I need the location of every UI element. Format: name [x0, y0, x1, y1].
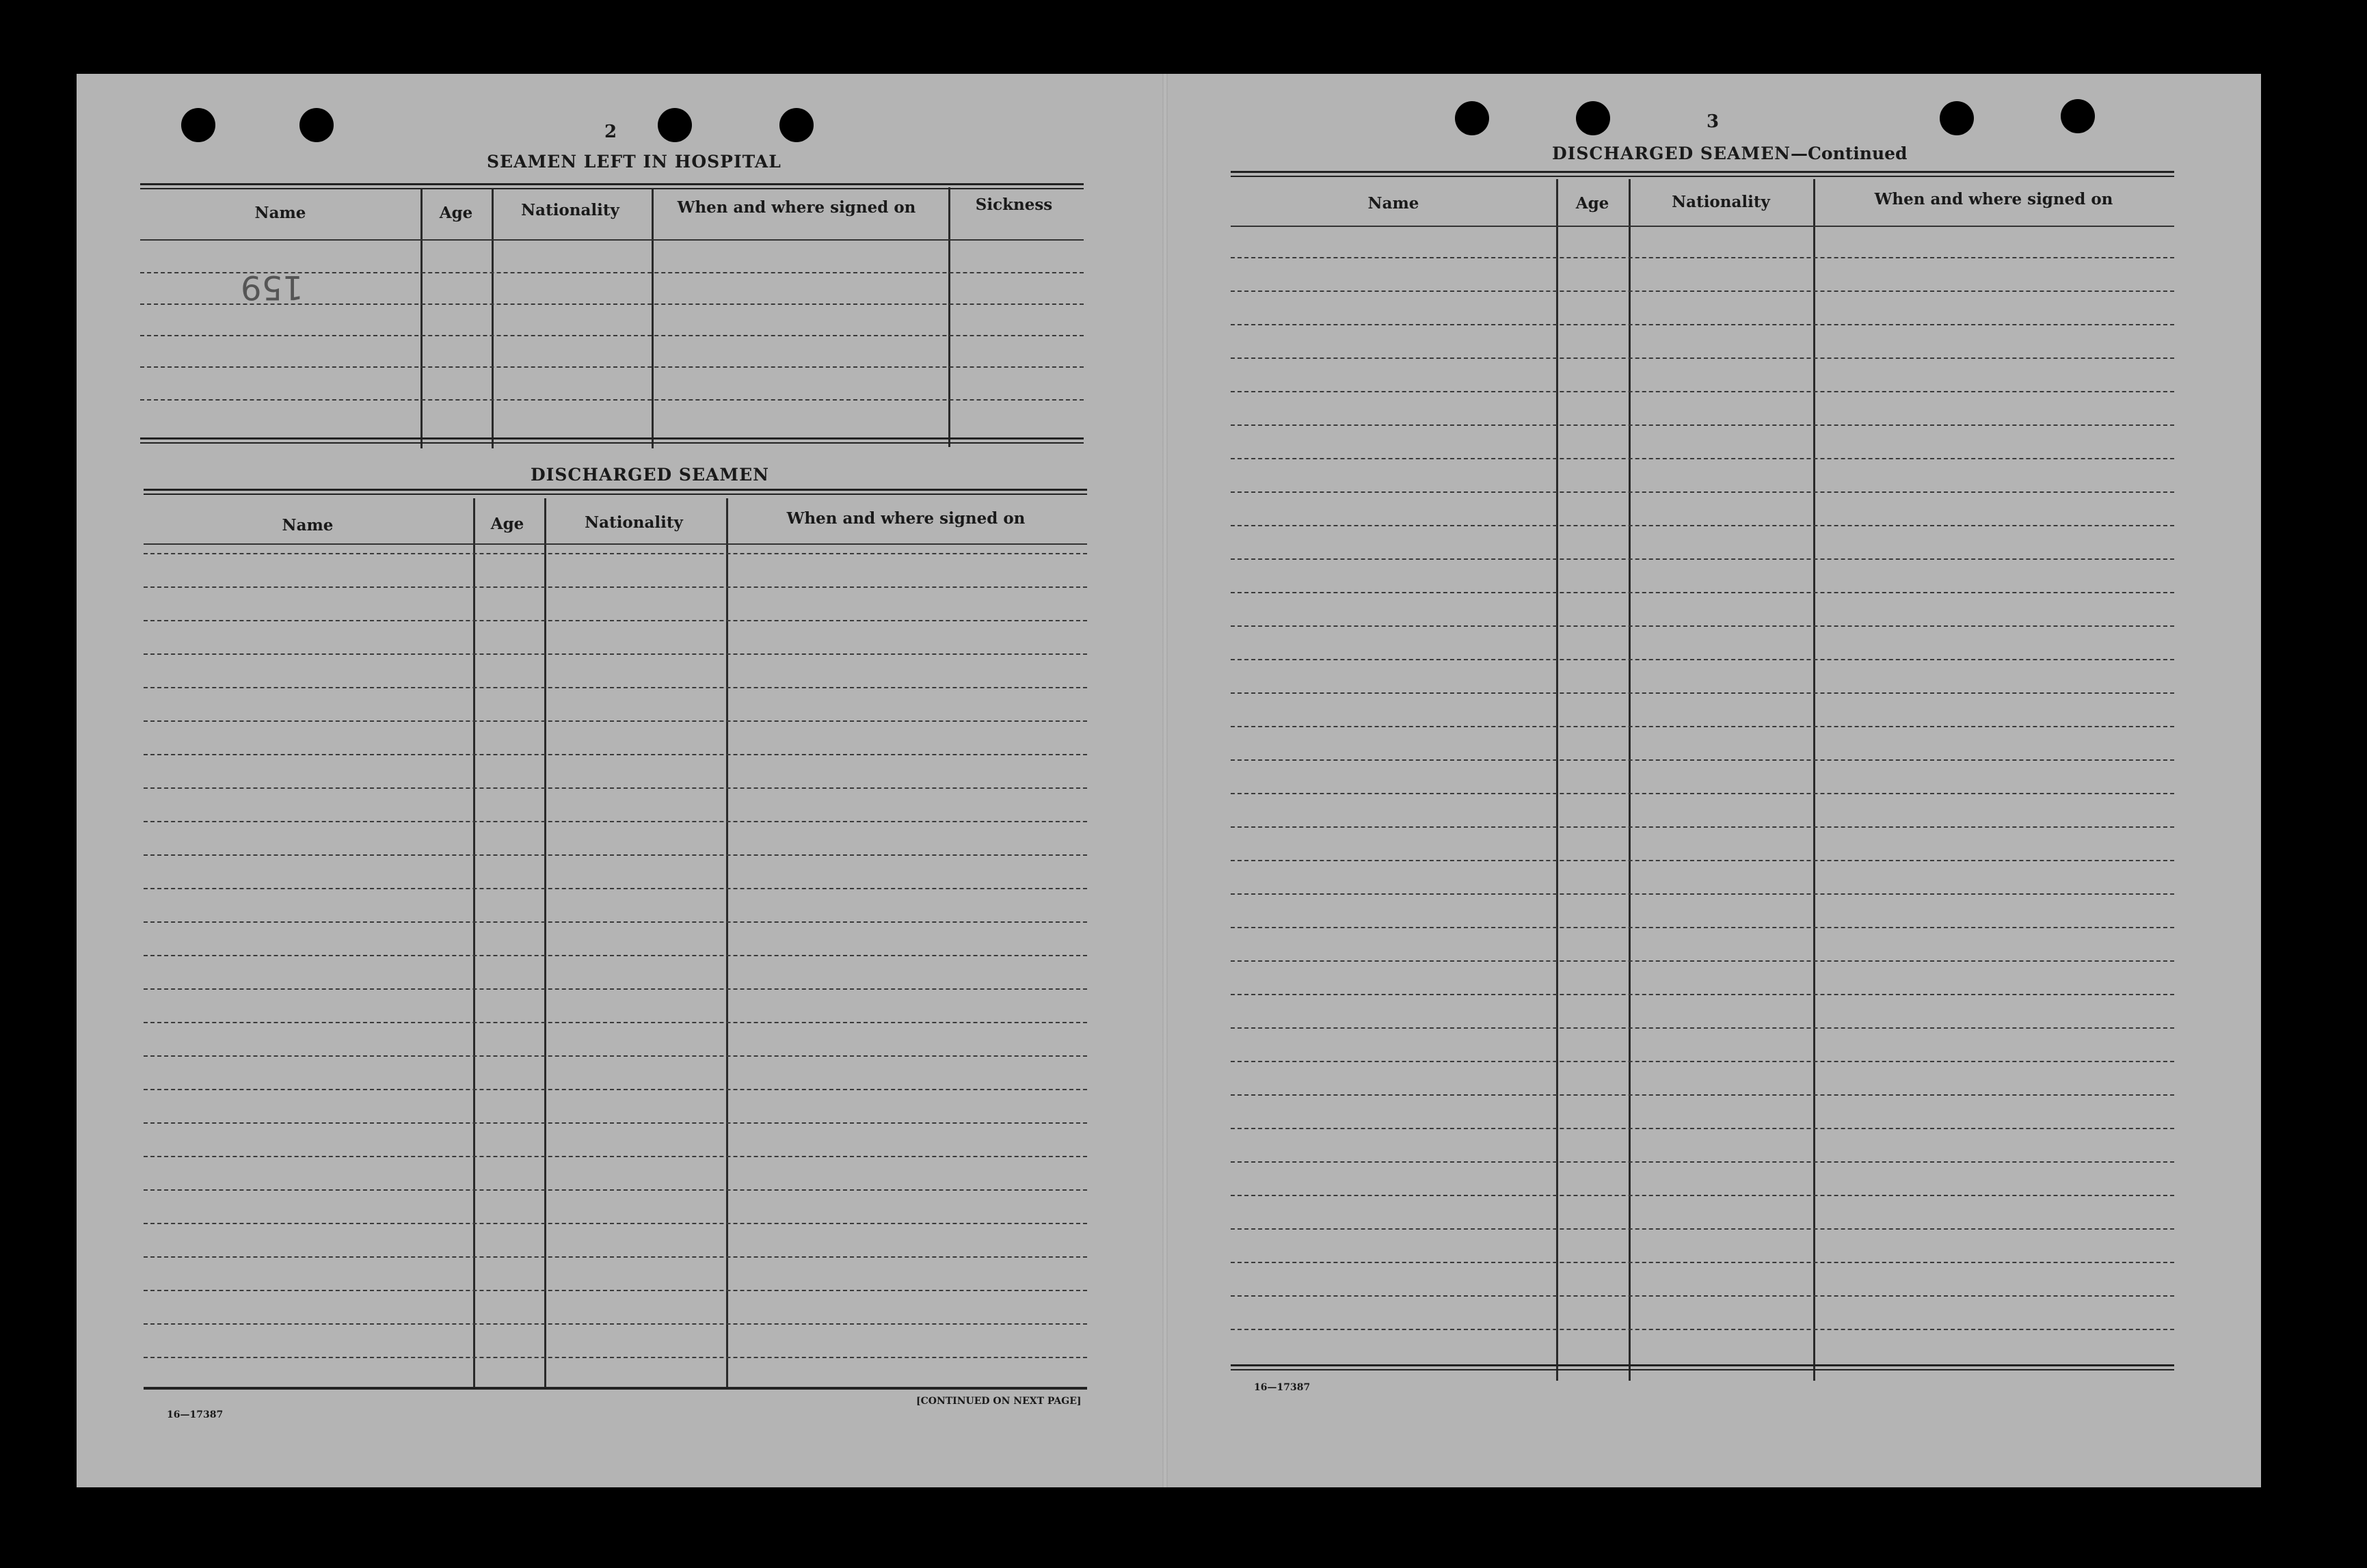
form-number-left: 16—17387 [167, 1409, 224, 1420]
continued-note: [CONTINUED ON NEXT PAGE] [916, 1396, 1082, 1407]
hospital-section-title: SEAMEN LEFT IN HOSPITAL [487, 152, 781, 172]
col-signed-on: When and where signed on [786, 509, 1026, 528]
punch-hole [1940, 101, 1974, 135]
title-main: DISCHARGED SEAMEN [1552, 144, 1791, 163]
col-nationality: Nationality [1672, 193, 1770, 211]
punch-hole [1576, 101, 1610, 135]
discharged-continued-title [1552, 144, 1908, 163]
page-number-left: 2 [604, 122, 617, 142]
punch-hole [779, 108, 814, 142]
col-name: Name [1367, 194, 1419, 213]
col-signed-on: When and where signed on [1874, 190, 2113, 208]
punch-hole [658, 108, 692, 142]
col-signed-on: When and where signed on [677, 198, 916, 217]
punch-hole [181, 108, 215, 142]
col-sickness: Sickness [975, 195, 1053, 214]
col-nationality: Nationality [585, 513, 683, 532]
col-name: Name [254, 204, 306, 222]
stamp-number: 159 [241, 268, 304, 306]
punch-hole [2061, 99, 2095, 133]
form-number-right: 16—17387 [1254, 1382, 1311, 1393]
punch-hole [1455, 101, 1489, 135]
col-name: Name [282, 516, 334, 535]
col-age: Age [490, 515, 524, 533]
discharged-table-left [144, 489, 1087, 1391]
col-age: Age [1575, 194, 1609, 213]
col-age: Age [439, 204, 473, 222]
col-nationality: Nationality [521, 201, 619, 219]
page-number-right: 3 [1707, 111, 1720, 132]
discharged-table-right [1231, 171, 2174, 1381]
punch-hole [299, 108, 334, 142]
title-suffix: —Continued [1791, 144, 1908, 163]
discharged-section-title: DISCHARGED SEAMEN [531, 465, 769, 485]
page-fold [1162, 74, 1168, 1487]
hospital-table [140, 183, 1084, 450]
